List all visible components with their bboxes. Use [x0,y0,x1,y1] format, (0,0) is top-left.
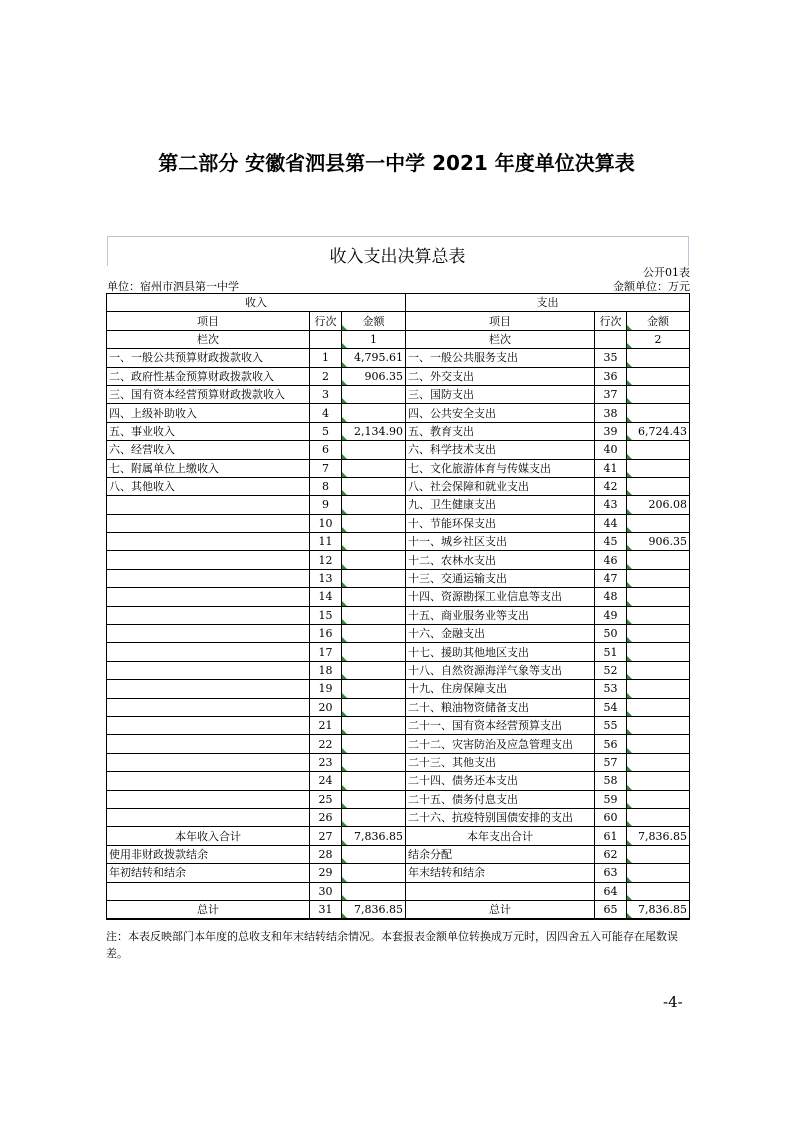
income-rowno-cell: 13 [310,569,342,587]
income-rowno-cell: 22 [310,735,342,753]
income-amount-cell [342,625,406,643]
income-item-cell [107,735,310,753]
expense-amount-cell [627,551,690,569]
expense-item-cell: 十、节能环保支出 [406,514,595,532]
form-number: 公开01表 [643,266,690,279]
income-item-cell [107,588,310,606]
income-item-cell [107,625,310,643]
income-item-cell [107,496,310,514]
income-item-cell [107,808,310,826]
total-row [107,900,690,919]
expense-rowno-cell: 42 [595,477,627,495]
expense-item-cell: 二十一、国有资本经营预算支出 [406,716,595,734]
income-rowno-cell: 16 [310,625,342,643]
expense-rowno-cell: 54 [595,698,627,716]
expense-item-cell: 十六、金融支出 [406,625,595,643]
income-item-cell: 五、事业收入 [107,422,310,440]
income-header: 收入 [107,294,406,312]
expense-rowno-cell: 60 [595,808,627,826]
income-rowno-cell: 9 [310,496,342,514]
income-amount-header: 金额 [342,312,406,330]
expense-item-cell: 结余分配 [406,845,595,863]
income-rowno-cell: 11 [310,533,342,551]
income-item-cell: 三、国有资本经营预算财政拨款收入 [107,385,310,403]
income-amount-cell [342,680,406,698]
income-col-number: 1 [342,330,406,348]
expense-amount-cell [627,643,690,661]
expense-col-order: 栏次 [406,330,595,348]
expense-item-cell: 十三、交通运输支出 [406,569,595,587]
table-note: 注：本表反映部门本年度的总收支和年末结转结余情况。本套报表金额单位转换成万元时，因四舍五入可能存在尾数误差。 [106,930,678,960]
income-item-cell: 二、政府性基金预算财政拨款收入 [107,367,310,385]
expense-amount-cell: 7,836.85 [627,827,690,845]
income-amount-cell [342,772,406,790]
expense-item-cell: 十七、援助其他地区支出 [406,643,595,661]
income-item-cell [107,533,310,551]
table-row [107,441,690,459]
expense-amount-cell [627,680,690,698]
expense-item-cell: 十一、城乡社区支出 [406,533,595,551]
table-row [107,808,690,826]
expense-item-cell: 二、外交支出 [406,367,595,385]
income-amount-cell [342,698,406,716]
expense-item-cell: 四、公共安全支出 [406,404,595,422]
income-item-cell: 四、上级补助收入 [107,404,310,422]
expense-col-number: 2 [627,330,690,348]
expense-rowno-cell: 50 [595,625,627,643]
expense-item-cell: 本年支出合计 [406,827,595,845]
expense-rowno-header: 行次 [595,312,627,330]
expense-rowno-cell: 64 [595,882,627,900]
income-amount-cell [342,569,406,587]
table-row [107,349,690,367]
header-row-sections [107,294,690,312]
income-item-cell [107,643,310,661]
table-row [107,422,690,440]
income-amount-cell [342,459,406,477]
expense-amount-cell: 206.08 [627,496,690,514]
income-item-cell [107,716,310,734]
expense-rowno-cell: 56 [595,735,627,753]
expense-rowno-cell: 38 [595,404,627,422]
table-row [107,698,690,716]
expense-rowno-cell: 59 [595,790,627,808]
income-item-cell: 八、其他收入 [107,477,310,495]
expense-rowno-cell: 48 [595,588,627,606]
income-rowno-cell: 18 [310,661,342,679]
income-amount-cell [342,716,406,734]
expense-item-cell: 七、文化旅游体育与传媒支出 [406,459,595,477]
expense-amount-cell [627,569,690,587]
income-amount-cell [342,588,406,606]
income-rowno-cell: 2 [310,367,342,385]
total-row [107,827,690,845]
expense-amount-cell [627,735,690,753]
income-rowno-cell: 15 [310,606,342,624]
income-item-cell: 使用非财政拨款结余 [107,845,310,863]
income-amount-cell [342,496,406,514]
page-title: 第二部分 安徽省泗县第一中学 2021 年度单位决算表 [158,151,635,175]
expense-amount-cell [627,367,690,385]
expense-amount-cell [627,514,690,532]
expense-amount-cell [627,385,690,403]
table-row [107,772,690,790]
expense-item-cell: 总计 [406,900,595,919]
income-rowno-cell: 7 [310,459,342,477]
expense-item-cell: 二十六、抗疫特别国债安排的支出 [406,808,595,826]
expense-rowno-cell: 63 [595,864,627,882]
expense-item-cell: 二十二、灾害防治及应急管理支出 [406,735,595,753]
expense-col-order-blank [595,330,627,348]
table-row [107,367,690,385]
table-row [107,588,690,606]
table-row [107,385,690,403]
expense-item-cell: 一、一般公共服务支出 [406,349,595,367]
expense-rowno-cell: 53 [595,680,627,698]
expense-rowno-cell: 61 [595,827,627,845]
income-amount-cell: 4,795.61 [342,349,406,367]
table-row [107,606,690,624]
expense-rowno-cell: 46 [595,551,627,569]
table-row [107,551,690,569]
income-col-order: 栏次 [107,330,310,348]
income-rowno-cell: 14 [310,588,342,606]
table-row [107,753,690,771]
expense-amount-cell [627,864,690,882]
expense-rowno-cell: 55 [595,716,627,734]
income-item-cell: 六、经营收入 [107,441,310,459]
unit-name: 单位：宿州市泗县第一中学 [107,280,239,293]
income-rowno-cell: 20 [310,698,342,716]
table-row [107,496,690,514]
expense-item-cell: 二十、粮油物资储备支出 [406,698,595,716]
expense-item-cell: 十二、农林水支出 [406,551,595,569]
total-row [107,845,690,863]
income-rowno-cell: 17 [310,643,342,661]
income-amount-cell [342,882,406,900]
table-row [107,514,690,532]
expense-amount-cell [627,845,690,863]
expense-amount-cell [627,477,690,495]
expense-amount-cell: 6,724.43 [627,422,690,440]
income-rowno-cell: 25 [310,790,342,808]
income-item-cell [107,680,310,698]
income-amount-cell: 2,134.90 [342,422,406,440]
expense-amount-cell [627,459,690,477]
expense-amount-cell: 906.35 [627,533,690,551]
page-number: -4- [663,993,683,1011]
expense-rowno-cell: 44 [595,514,627,532]
expense-rowno-cell: 39 [595,422,627,440]
expense-item-cell: 九、卫生健康支出 [406,496,595,514]
budget-table [106,293,690,920]
header-row-columns [107,312,690,330]
income-amount-cell [342,404,406,422]
table-row [107,625,690,643]
expense-amount-cell [627,349,690,367]
table-row [107,404,690,422]
table-row [107,533,690,551]
income-amount-cell [342,385,406,403]
total-row [107,864,690,882]
income-rowno-cell: 23 [310,753,342,771]
income-item-cell [107,882,310,900]
income-amount-cell [342,661,406,679]
expense-amount-cell [627,753,690,771]
income-col-order-blank [310,330,342,348]
table-frame-top [107,236,688,237]
income-item-cell [107,514,310,532]
income-amount-cell: 906.35 [342,367,406,385]
income-amount-cell [342,790,406,808]
income-amount-cell [342,643,406,661]
expense-item-header: 项目 [406,312,595,330]
expense-amount-header: 金额 [627,312,690,330]
income-item-cell [107,698,310,716]
income-amount-cell: 7,836.85 [342,900,406,919]
expense-item-cell: 十九、住房保障支出 [406,680,595,698]
expense-item-cell: 八、社会保障和就业支出 [406,477,595,495]
expense-item-cell: 十五、商业服务业等支出 [406,606,595,624]
income-rowno-cell: 4 [310,404,342,422]
expense-rowno-cell: 65 [595,900,627,919]
expense-amount-cell [627,588,690,606]
expense-rowno-cell: 41 [595,459,627,477]
income-rowno-cell: 26 [310,808,342,826]
expense-item-cell: 二十五、债务付息支出 [406,790,595,808]
table-row [107,716,690,734]
income-rowno-cell: 24 [310,772,342,790]
expense-item-cell: 十四、资源勘探工业信息等支出 [406,588,595,606]
expense-item-cell: 二十四、债务还本支出 [406,772,595,790]
expense-rowno-cell: 43 [595,496,627,514]
income-amount-cell [342,845,406,863]
expense-amount-cell [627,625,690,643]
income-item-cell: 七、附属单位上缴收入 [107,459,310,477]
expense-amount-cell [627,606,690,624]
income-amount-cell [342,808,406,826]
table-row [107,680,690,698]
header-row-order [107,330,690,348]
expense-amount-cell: 7,836.85 [627,900,690,919]
expense-rowno-cell: 58 [595,772,627,790]
expense-item-cell: 三、国防支出 [406,385,595,403]
expense-item-cell: 年末结转和结余 [406,864,595,882]
income-rowno-cell: 8 [310,477,342,495]
expense-amount-cell [627,661,690,679]
income-item-cell [107,569,310,587]
expense-amount-cell [627,882,690,900]
income-rowno-cell: 21 [310,716,342,734]
income-rowno-cell: 5 [310,422,342,440]
income-rowno-cell: 28 [310,845,342,863]
expense-amount-cell [627,790,690,808]
expense-item-cell: 十八、自然资源海洋气象等支出 [406,661,595,679]
income-item-cell: 一、一般公共预算财政拨款收入 [107,349,310,367]
table-row [107,477,690,495]
income-item-cell [107,661,310,679]
income-amount-cell [342,477,406,495]
expense-amount-cell [627,772,690,790]
income-item-cell [107,551,310,569]
expense-amount-cell [627,808,690,826]
income-amount-cell [342,551,406,569]
expense-rowno-cell: 35 [595,349,627,367]
expense-amount-cell [627,698,690,716]
expense-rowno-cell: 36 [595,367,627,385]
expense-item-cell [406,882,595,900]
table-row [107,459,690,477]
expense-rowno-cell: 52 [595,661,627,679]
income-amount-cell [342,753,406,771]
income-rowno-cell: 19 [310,680,342,698]
income-rowno-cell: 31 [310,900,342,919]
total-row [107,882,690,900]
expense-amount-cell [627,716,690,734]
expense-rowno-cell: 45 [595,533,627,551]
expense-item-cell: 六、科学技术支出 [406,441,595,459]
table-row [107,569,690,587]
income-rowno-cell: 29 [310,864,342,882]
income-amount-cell [342,533,406,551]
income-rowno-cell: 12 [310,551,342,569]
table-row [107,661,690,679]
income-item-header: 项目 [107,312,310,330]
income-rowno-cell: 30 [310,882,342,900]
income-amount-cell [342,735,406,753]
income-rowno-cell: 1 [310,349,342,367]
income-item-cell [107,790,310,808]
income-rowno-cell: 27 [310,827,342,845]
expense-rowno-cell: 47 [595,569,627,587]
income-amount-cell [342,864,406,882]
table-row [107,735,690,753]
income-rowno-cell: 3 [310,385,342,403]
table-row [107,643,690,661]
income-amount-cell: 7,836.85 [342,827,406,845]
expense-rowno-cell: 40 [595,441,627,459]
expense-rowno-cell: 51 [595,643,627,661]
income-item-cell [107,772,310,790]
expense-rowno-cell: 57 [595,753,627,771]
income-item-cell: 年初结转和结余 [107,864,310,882]
income-item-cell: 本年收入合计 [107,827,310,845]
income-rowno-header: 行次 [310,312,342,330]
income-item-cell [107,606,310,624]
expense-amount-cell [627,441,690,459]
income-item-cell: 总计 [107,900,310,919]
expense-rowno-cell: 49 [595,606,627,624]
income-item-cell [107,753,310,771]
expense-amount-cell [627,404,690,422]
income-amount-cell [342,441,406,459]
expense-rowno-cell: 62 [595,845,627,863]
table-row [107,790,690,808]
expense-rowno-cell: 37 [595,385,627,403]
expense-item-cell: 二十三、其他支出 [406,753,595,771]
income-amount-cell [342,514,406,532]
income-amount-cell [342,606,406,624]
expense-item-cell: 五、教育支出 [406,422,595,440]
income-rowno-cell: 10 [310,514,342,532]
amount-unit: 金额单位：万元 [613,280,690,293]
expense-header: 支出 [406,294,690,312]
income-rowno-cell: 6 [310,441,342,459]
table-frame-right [688,236,689,266]
table-title: 收入支出决算总表 [329,247,466,267]
